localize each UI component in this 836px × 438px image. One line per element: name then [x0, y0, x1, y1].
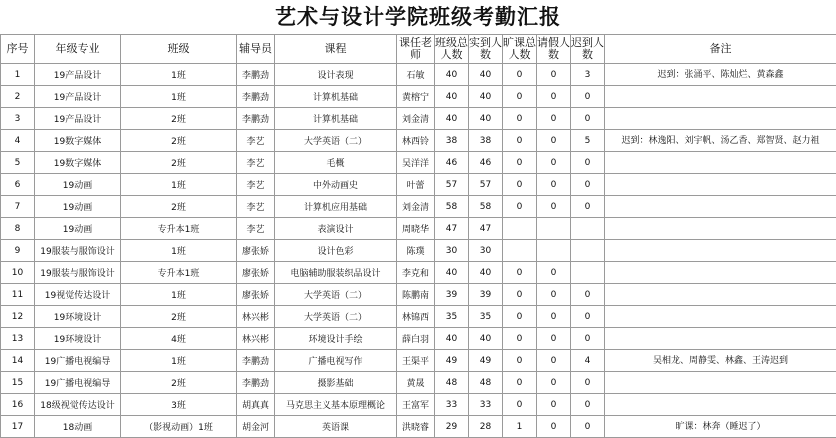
cell-course: 设计表现	[275, 64, 397, 86]
col-header-course: 课程	[275, 35, 397, 64]
cell-class: 3班	[121, 394, 237, 416]
cell-course: 中外动画史	[275, 174, 397, 196]
cell-class: 1班	[121, 64, 237, 86]
cell-late	[571, 262, 605, 284]
cell-index: 11	[1, 284, 35, 306]
cell-leave: 0	[537, 394, 571, 416]
cell-index: 10	[1, 262, 35, 284]
col-header-counselor: 辅导员	[237, 35, 275, 64]
cell-total: 38	[435, 130, 469, 152]
cell-counselor: 廖张娇	[237, 240, 275, 262]
cell-teacher: 洪晓睿	[397, 416, 435, 438]
cell-remarks	[605, 240, 836, 262]
table-row	[1, 372, 836, 394]
cell-late: 5	[571, 130, 605, 152]
cell-index: 14	[1, 350, 35, 372]
cell-teacher: 刘金清	[397, 196, 435, 218]
cell-course: 环境设计手绘	[275, 328, 397, 350]
cell-remarks	[605, 394, 836, 416]
table-header-row	[1, 35, 836, 64]
cell-total: 39	[435, 284, 469, 306]
cell-major: 18动画	[35, 416, 121, 438]
cell-index: 17	[1, 416, 35, 438]
cell-leave: 0	[537, 130, 571, 152]
cell-teacher: 黄榕宁	[397, 86, 435, 108]
table-row	[1, 174, 836, 196]
cell-course: 马克思主义基本原理概论	[275, 394, 397, 416]
cell-total: 40	[435, 108, 469, 130]
cell-course: 大学英语（二）	[275, 284, 397, 306]
cell-late: 0	[571, 174, 605, 196]
cell-leave: 0	[537, 262, 571, 284]
cell-absent	[503, 218, 537, 240]
cell-remarks: 迟到：林逸阳、刘宇帆、汤乙香、郑智贤、赵力祖	[605, 130, 836, 152]
cell-leave: 0	[537, 372, 571, 394]
cell-major: 19动画	[35, 218, 121, 240]
cell-present: 47	[469, 218, 503, 240]
cell-leave: 0	[537, 86, 571, 108]
cell-counselor: 李鹏劲	[237, 372, 275, 394]
col-header-remarks: 备注	[605, 35, 836, 64]
cell-absent: 0	[503, 372, 537, 394]
cell-index: 5	[1, 152, 35, 174]
cell-teacher: 陈璞	[397, 240, 435, 262]
cell-remarks	[605, 218, 836, 240]
cell-index: 4	[1, 130, 35, 152]
cell-present: 33	[469, 394, 503, 416]
cell-total: 48	[435, 372, 469, 394]
cell-present: 58	[469, 196, 503, 218]
cell-late: 0	[571, 328, 605, 350]
cell-class: 2班	[121, 152, 237, 174]
cell-total: 40	[435, 262, 469, 284]
cell-leave: 0	[537, 174, 571, 196]
cell-class: 2班	[121, 372, 237, 394]
cell-late: 0	[571, 196, 605, 218]
cell-total: 47	[435, 218, 469, 240]
table-row	[1, 262, 836, 284]
cell-class: 2班	[121, 196, 237, 218]
table-row	[1, 218, 836, 240]
cell-remarks	[605, 284, 836, 306]
cell-class: 1班	[121, 240, 237, 262]
col-header-absent: 旷课总人数	[503, 35, 537, 64]
cell-major: 19环境设计	[35, 306, 121, 328]
cell-counselor: 李鹏劲	[237, 108, 275, 130]
cell-late	[571, 240, 605, 262]
cell-class: 1班	[121, 350, 237, 372]
attendance-table	[0, 34, 836, 438]
table-row	[1, 306, 836, 328]
cell-course: 电脑辅助服装织品设计	[275, 262, 397, 284]
table-row	[1, 64, 836, 86]
cell-present: 30	[469, 240, 503, 262]
cell-total: 35	[435, 306, 469, 328]
cell-present: 40	[469, 86, 503, 108]
cell-present: 40	[469, 108, 503, 130]
cell-remarks	[605, 174, 836, 196]
cell-major: 19视觉传达设计	[35, 284, 121, 306]
cell-remarks	[605, 196, 836, 218]
cell-index: 7	[1, 196, 35, 218]
cell-teacher: 石敏	[397, 64, 435, 86]
cell-counselor: 林兴彬	[237, 306, 275, 328]
cell-teacher: 林西铃	[397, 130, 435, 152]
cell-leave: 0	[537, 108, 571, 130]
col-header-total: 班级总人数	[435, 35, 469, 64]
cell-remarks: 吴相龙、周静雯、林鑫、王涛迟到	[605, 350, 836, 372]
col-header-index: 序号	[1, 35, 35, 64]
cell-total: 46	[435, 152, 469, 174]
cell-major: 19服装与服饰设计	[35, 262, 121, 284]
cell-major: 19数字媒体	[35, 152, 121, 174]
cell-course: 计算机基础	[275, 86, 397, 108]
cell-leave: 0	[537, 350, 571, 372]
cell-teacher: 吴洋洋	[397, 152, 435, 174]
table-row	[1, 328, 836, 350]
cell-teacher: 刘金清	[397, 108, 435, 130]
cell-remarks	[605, 108, 836, 130]
cell-counselor: 李艺	[237, 174, 275, 196]
cell-total: 40	[435, 64, 469, 86]
cell-late: 0	[571, 152, 605, 174]
table-row	[1, 416, 836, 438]
cell-leave: 0	[537, 306, 571, 328]
cell-total: 40	[435, 328, 469, 350]
cell-counselor: 李鹏劲	[237, 86, 275, 108]
cell-present: 40	[469, 328, 503, 350]
cell-present: 39	[469, 284, 503, 306]
table-row	[1, 108, 836, 130]
cell-class: 2班	[121, 306, 237, 328]
cell-leave	[537, 240, 571, 262]
cell-index: 2	[1, 86, 35, 108]
cell-class: 1班	[121, 284, 237, 306]
cell-course: 计算机基础	[275, 108, 397, 130]
cell-class: 2班	[121, 108, 237, 130]
col-header-major: 年级专业	[35, 35, 121, 64]
cell-absent: 0	[503, 108, 537, 130]
cell-present: 40	[469, 262, 503, 284]
table-row	[1, 240, 836, 262]
cell-class: 4班	[121, 328, 237, 350]
cell-remarks	[605, 152, 836, 174]
cell-teacher: 李克和	[397, 262, 435, 284]
cell-remarks: 迟到：张涌平、陈灿烂、黄森鑫	[605, 64, 836, 86]
cell-counselor: 李艺	[237, 152, 275, 174]
cell-remarks	[605, 86, 836, 108]
cell-teacher: 陈鹏南	[397, 284, 435, 306]
cell-present: 48	[469, 372, 503, 394]
cell-major: 19产品设计	[35, 108, 121, 130]
cell-counselor: 李艺	[237, 218, 275, 240]
cell-index: 16	[1, 394, 35, 416]
col-header-teacher: 课任老师	[397, 35, 435, 64]
cell-leave: 0	[537, 416, 571, 438]
cell-late: 0	[571, 306, 605, 328]
cell-present: 35	[469, 306, 503, 328]
cell-leave: 0	[537, 328, 571, 350]
cell-absent: 0	[503, 306, 537, 328]
col-header-present: 实到人数	[469, 35, 503, 64]
cell-course: 毛概	[275, 152, 397, 174]
cell-course: 英语课	[275, 416, 397, 438]
cell-major: 19产品设计	[35, 64, 121, 86]
cell-teacher: 王渠平	[397, 350, 435, 372]
table-row	[1, 152, 836, 174]
cell-total: 57	[435, 174, 469, 196]
table-row	[1, 130, 836, 152]
table-row	[1, 284, 836, 306]
cell-absent: 0	[503, 328, 537, 350]
cell-teacher: 叶蕾	[397, 174, 435, 196]
cell-counselor: 李鹏劲	[237, 350, 275, 372]
cell-counselor: 李艺	[237, 130, 275, 152]
cell-absent: 0	[503, 262, 537, 284]
cell-course: 计算机应用基础	[275, 196, 397, 218]
cell-remarks: 旷课：林奔（睡迟了）	[605, 416, 836, 438]
cell-index: 9	[1, 240, 35, 262]
cell-absent: 0	[503, 284, 537, 306]
cell-class: （影视动画）1班	[121, 416, 237, 438]
cell-late: 4	[571, 350, 605, 372]
cell-counselor: 胡金河	[237, 416, 275, 438]
cell-late: 0	[571, 416, 605, 438]
cell-remarks	[605, 328, 836, 350]
cell-leave	[537, 218, 571, 240]
cell-counselor: 廖张娇	[237, 284, 275, 306]
cell-late: 0	[571, 372, 605, 394]
cell-absent: 0	[503, 196, 537, 218]
cell-teacher: 林锦西	[397, 306, 435, 328]
cell-class: 专升本1班	[121, 262, 237, 284]
cell-present: 49	[469, 350, 503, 372]
cell-course: 大学英语（二）	[275, 130, 397, 152]
cell-class: 1班	[121, 174, 237, 196]
cell-class: 1班	[121, 86, 237, 108]
cell-course: 广播电视写作	[275, 350, 397, 372]
cell-course: 设计色彩	[275, 240, 397, 262]
cell-absent: 0	[503, 86, 537, 108]
cell-absent: 0	[503, 130, 537, 152]
cell-counselor: 林兴彬	[237, 328, 275, 350]
cell-total: 40	[435, 86, 469, 108]
cell-major: 19动画	[35, 196, 121, 218]
cell-absent: 0	[503, 152, 537, 174]
cell-leave: 0	[537, 152, 571, 174]
table-body	[1, 64, 836, 438]
col-header-leave: 请假人数	[537, 35, 571, 64]
cell-major: 18级视觉传达设计	[35, 394, 121, 416]
cell-index: 1	[1, 64, 35, 86]
cell-counselor: 胡真真	[237, 394, 275, 416]
cell-major: 19数字媒体	[35, 130, 121, 152]
cell-late: 0	[571, 394, 605, 416]
table-row	[1, 394, 836, 416]
cell-total: 29	[435, 416, 469, 438]
cell-total: 58	[435, 196, 469, 218]
cell-index: 8	[1, 218, 35, 240]
cell-absent: 0	[503, 64, 537, 86]
cell-total: 30	[435, 240, 469, 262]
cell-course: 摄影基础	[275, 372, 397, 394]
cell-present: 40	[469, 64, 503, 86]
cell-leave: 0	[537, 284, 571, 306]
cell-major: 19动画	[35, 174, 121, 196]
cell-counselor: 廖张娇	[237, 262, 275, 284]
col-header-class: 班级	[121, 35, 237, 64]
cell-counselor: 李鹏劲	[237, 64, 275, 86]
cell-course: 表演设计	[275, 218, 397, 240]
cell-major: 19广播电视编导	[35, 372, 121, 394]
cell-absent: 0	[503, 174, 537, 196]
cell-class: 专升本1班	[121, 218, 237, 240]
cell-absent: 0	[503, 350, 537, 372]
cell-present: 38	[469, 130, 503, 152]
cell-index: 3	[1, 108, 35, 130]
cell-leave: 0	[537, 64, 571, 86]
cell-index: 12	[1, 306, 35, 328]
cell-major: 19环境设计	[35, 328, 121, 350]
cell-present: 57	[469, 174, 503, 196]
cell-present: 46	[469, 152, 503, 174]
table-row	[1, 196, 836, 218]
cell-course: 大学英语（二）	[275, 306, 397, 328]
cell-remarks	[605, 262, 836, 284]
cell-late: 0	[571, 108, 605, 130]
cell-total: 49	[435, 350, 469, 372]
cell-late: 3	[571, 64, 605, 86]
cell-class: 2班	[121, 130, 237, 152]
cell-teacher: 黄晟	[397, 372, 435, 394]
cell-index: 13	[1, 328, 35, 350]
cell-absent: 1	[503, 416, 537, 438]
cell-counselor: 李艺	[237, 196, 275, 218]
cell-teacher: 周晓华	[397, 218, 435, 240]
cell-teacher: 王富军	[397, 394, 435, 416]
table-row	[1, 86, 836, 108]
cell-absent	[503, 240, 537, 262]
cell-teacher: 薛白羽	[397, 328, 435, 350]
cell-remarks	[605, 372, 836, 394]
cell-present: 28	[469, 416, 503, 438]
cell-major: 19服装与服饰设计	[35, 240, 121, 262]
cell-absent: 0	[503, 394, 537, 416]
cell-major: 19产品设计	[35, 86, 121, 108]
cell-late	[571, 218, 605, 240]
cell-leave: 0	[537, 196, 571, 218]
cell-remarks	[605, 306, 836, 328]
cell-index: 6	[1, 174, 35, 196]
col-header-late: 迟到人数	[571, 35, 605, 64]
report-title: 艺术与设计学院班级考勤汇报	[0, 0, 836, 34]
table-row	[1, 350, 836, 372]
cell-total: 33	[435, 394, 469, 416]
cell-index: 15	[1, 372, 35, 394]
cell-major: 19广播电视编导	[35, 350, 121, 372]
cell-late: 0	[571, 284, 605, 306]
cell-late: 0	[571, 86, 605, 108]
